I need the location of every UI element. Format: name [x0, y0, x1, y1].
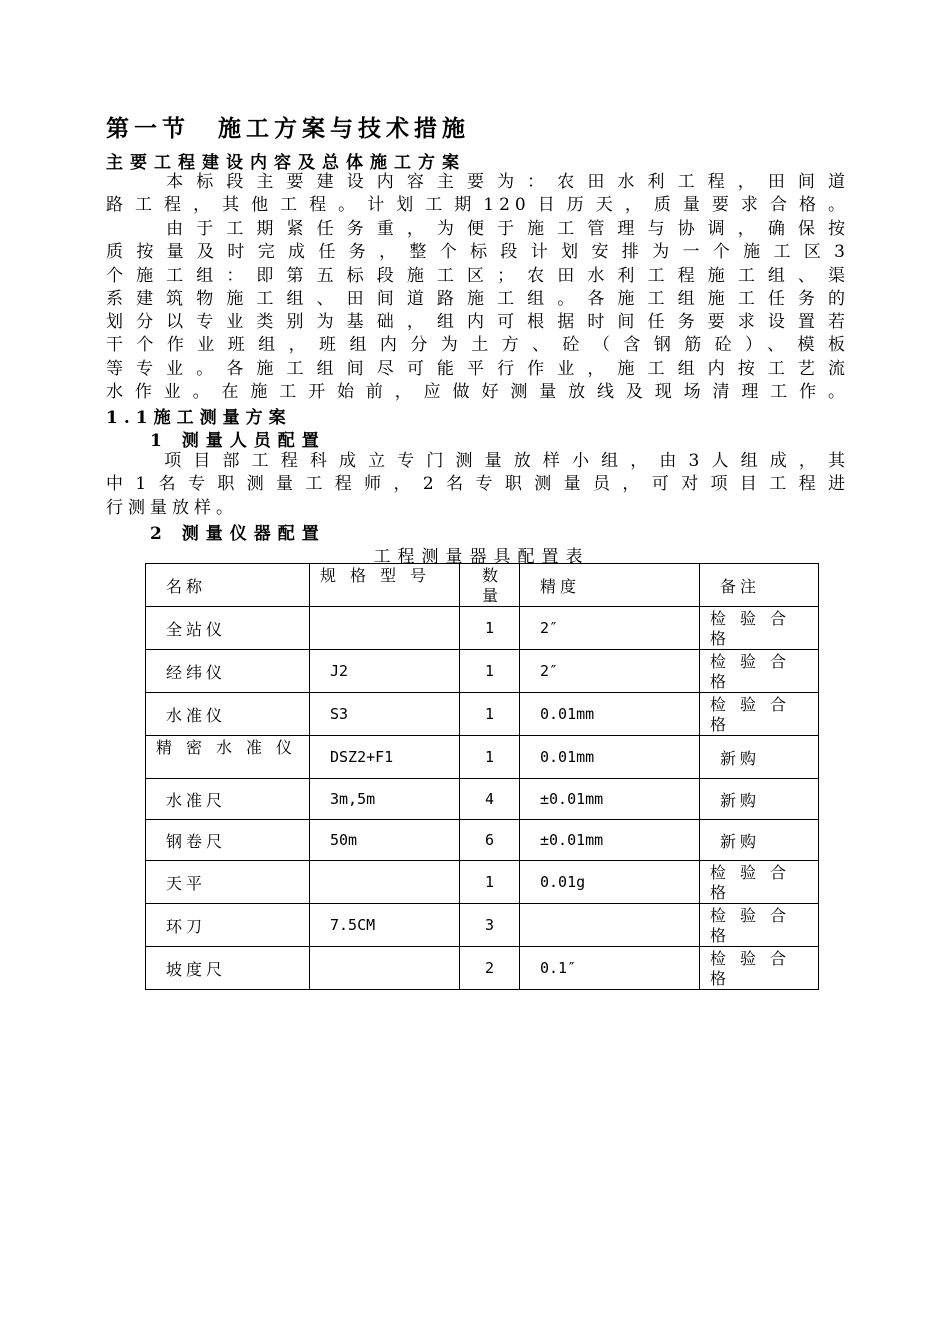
cell-remark: 检验合格 — [700, 693, 819, 736]
paragraph-line: 等专业。各施工组间尽可能平行作业，施工组内按工艺流 — [106, 358, 850, 379]
cell-precision: 0.01mm — [520, 736, 700, 779]
cell-precision — [520, 904, 700, 947]
cell-name: 水准尺 — [146, 779, 310, 820]
cell-precision: 0.01mm — [520, 693, 700, 736]
cell-spec — [310, 861, 460, 904]
paragraph-line: 路工程，其他工程。计划工期120日历天，质量要求合格。 — [106, 195, 850, 216]
cell-remark: 检验合格 — [700, 904, 819, 947]
section-title: 第一节 施工方案与技术措施 — [106, 115, 470, 142]
heading-personnel: 1 测量人员配置 — [150, 431, 326, 451]
paragraph-line: 本标段主要建设内容主要为：农田水利工程，田间道 — [106, 172, 850, 192]
cell-spec — [310, 607, 460, 650]
cell-spec: 3m,5m — [310, 779, 460, 820]
heading-instruments: 2 测量仪器配置 — [150, 524, 326, 544]
cell-spec: 50m — [310, 820, 460, 861]
cell-qty: 6 — [460, 820, 520, 861]
paragraph-personnel — [106, 450, 850, 520]
cell-name: 精密水准仪 — [146, 736, 310, 779]
cell-remark: 新购 — [700, 736, 819, 779]
cell-qty: 2 — [460, 947, 520, 990]
header-qty: 数量 — [460, 564, 520, 607]
cell-remark: 新购 — [700, 779, 819, 820]
table-header-row — [146, 564, 819, 607]
paragraph-line: 质按量及时完成任务，整个标段计划安排为一个施工区3 — [106, 242, 850, 263]
paragraph-line: 由于工期紧任务重，为便于施工管理与协调，确保按 — [106, 219, 850, 239]
table-row — [146, 947, 819, 990]
header-name: 名称 — [146, 564, 310, 607]
paragraph-line: 行测量放样。 — [106, 497, 238, 518]
header-spec: 规格型号 — [310, 564, 460, 607]
cell-remark: 检验合格 — [700, 650, 819, 693]
table-row — [146, 820, 819, 861]
table-row — [146, 736, 819, 779]
table-caption: 工程测量器具配置表 — [373, 547, 590, 567]
paragraph-line: 水作业。在施工开始前，应做好测量放线及现场清理工作。 — [106, 382, 850, 403]
cell-remark: 检验合格 — [700, 607, 819, 650]
cell-remark: 新购 — [700, 820, 819, 861]
header-precision: 精度 — [520, 564, 700, 607]
cell-remark: 检验合格 — [700, 861, 819, 904]
paragraph-line: 个施工组：即第五标段施工区；农田水利工程施工组、渠 — [106, 265, 850, 286]
cell-name: 坡度尺 — [146, 947, 310, 990]
cell-qty: 1 — [460, 650, 520, 693]
cell-name: 水准仪 — [146, 693, 310, 736]
heading-main: 主要工程建设内容及总体施工方案 — [106, 153, 466, 173]
cell-name: 环刀 — [146, 904, 310, 947]
cell-name: 全站仪 — [146, 607, 310, 650]
cell-spec: S3 — [310, 693, 460, 736]
cell-precision: ±0.01mm — [520, 779, 700, 820]
instrument-table — [145, 563, 819, 990]
table-row — [146, 650, 819, 693]
cell-name: 经纬仪 — [146, 650, 310, 693]
paragraph-line: 系建筑物施工组、田间道路施工组。各施工组施工任务的 — [106, 288, 850, 309]
heading-1-1: 1.1施工测量方案 — [106, 408, 292, 428]
cell-precision: 2″ — [520, 607, 700, 650]
cell-name: 天平 — [146, 861, 310, 904]
cell-precision: 0.1″ — [520, 947, 700, 990]
header-remark: 备注 — [700, 564, 819, 607]
paragraph-scope — [106, 171, 850, 218]
cell-qty: 1 — [460, 861, 520, 904]
paragraph-line: 干个作业班组，班组内分为土方、砼（含钢筋砼）、模板 — [106, 335, 850, 356]
cell-spec: J2 — [310, 650, 460, 693]
table-row — [146, 607, 819, 650]
paragraph-line: 划分以专业类别为基础，组内可根据时间任务要求设置若 — [106, 312, 850, 333]
cell-spec: 7.5CM — [310, 904, 460, 947]
cell-precision: 0.01g — [520, 861, 700, 904]
cell-qty: 3 — [460, 904, 520, 947]
table-row — [146, 904, 819, 947]
table-row — [146, 779, 819, 820]
paragraph-organization — [106, 218, 850, 404]
cell-qty: 1 — [460, 736, 520, 779]
paragraph-line: 项目部工程科成立专门测量放样小组，由3人组成，其 — [106, 451, 850, 471]
table-row — [146, 861, 819, 904]
cell-qty: 1 — [460, 693, 520, 736]
cell-name: 钢卷尺 — [146, 820, 310, 861]
table-row — [146, 693, 819, 736]
cell-qty: 4 — [460, 779, 520, 820]
cell-precision: ±0.01mm — [520, 820, 700, 861]
cell-spec: DSZ2+F1 — [310, 736, 460, 779]
cell-remark: 检验合格 — [700, 947, 819, 990]
cell-spec — [310, 947, 460, 990]
paragraph-line: 中1名专职测量工程师，2名专职测量员，可对项目工程进 — [106, 474, 850, 495]
cell-qty: 1 — [460, 607, 520, 650]
cell-precision: 2″ — [520, 650, 700, 693]
